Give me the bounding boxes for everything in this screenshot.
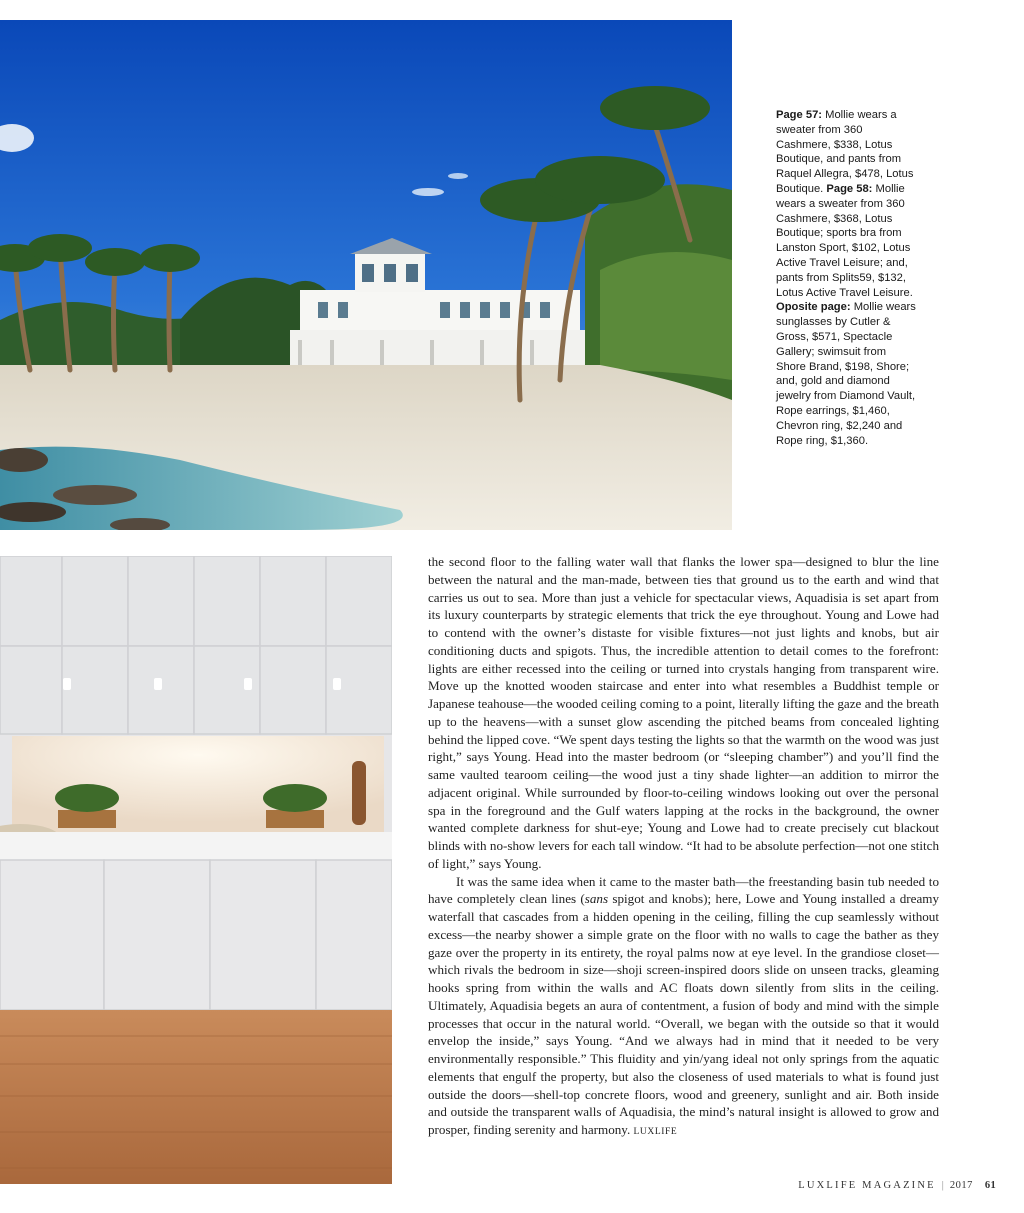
folio-separator: | — [941, 1180, 944, 1191]
article-paragraph-2-start: It was the same idea when it came to the master bath—the freestanding basin tub needed to have completely clean lines ( — [428, 873, 939, 907]
beach-house-photo — [0, 20, 732, 530]
page-folio — [798, 1180, 996, 1191]
article-italic-sans: sans — [584, 891, 609, 907]
folio-year: 2017 — [949, 1180, 973, 1191]
caption-opposite-label: Oposite page: — [776, 301, 851, 314]
caption-page58-label: Page 58: — [826, 182, 873, 195]
article-paragraph-2-rest: spigot and knobs); here, Lowe and Young installed a dreamy waterfall that cascades from a hidden opening in the ceiling, filling the cup seamlessly without excess—the nearby shower a simple grate on the floor with no walls to cage the bather as they gaze over the property in its entirety, the royal palms now at eye level. In the grandiose closet—which rivals the bedroom in size—shoji screen-inspired doors slide on unseen tracks, gleaming hooks spring from within the walls and AC floats down silently from slits in the ceiling. Ultimately, Aquadisia begets an aura of contentment, a fusion of body and mind with the simple processes that occur in the natural world. “Overall, we began with the outside so that it would envelop the inside,” says Young. “And we always had in mind that it needed to be very environmentally responsible.” This fluidity and yin/yang ideal not only springs from the aquatic elements that engulf the property, but also the closeness of used materials to what is found just outside the doors—shell-top concrete floors, wood and greenery, sunlight and air. Both inside and outside the transparent walls of Aquadisia, the mind’s natural insight is allowed to grow and prosper, finding serenity and harmony. — [428, 891, 939, 1137]
folio-magazine-name: LUXLIFE MAGAZINE — [798, 1180, 936, 1191]
caption-page57-label: Page 57: — [776, 109, 823, 121]
folio-page-number: 61 — [984, 1180, 996, 1191]
caption-page57-text: Mollie wears a sweater from 360 Cashmere, $338, Lotus Boutique, and pants from Raquel Allegra, $478, Lotus Boutique. — [776, 109, 914, 195]
article-signoff: LUXLIFE — [633, 1127, 678, 1137]
article-paragraph-1: the second floor to the falling water wall that flanks the lower spa—designed to blur the line between the natural and the man-made, between ties that ground us to the earth and wind that carries us out to sea. More than just a vehicle for spectacular views, Aquadisia is set apart from its luxury counterparts by strategic elements that trick the eye throughout. Young and Lowe had to contend with the owner’s distaste for visible fixtures—not just lights and knobs, but air conditioning ducts and spigots. Thus, the incredible attention to detail comes to the forefront: lights are either recessed into the ceiling or turned into crystals hanging from transparent wire. Move up the knotted wooden staircase and enter into what resembles a Buddhist temple or Japanese teahouse—the wooded ceiling coming to a point, literally lifting the gaze and the breath up to the heavens—with a sunset glow ascending the pitched beams from concealed lighting behind the lipped cove. “We spent days testing the lights so that the warmth on the wood was just right,” says Young. Head into the master bedroom (or “sleeping chamber”) and you’ll find the same vaulted tearoom ceiling—the wood just a tiny shade lighter—an addition to mirror the adjacent original. While surrounded by floor-to-ceiling windows looking out over the personal spa in the foreground and the Gulf waters lapping at the rocks in the background, the owner wanted complete darkness for shut-eye; Young and Lowe had to create precisely cut blackout blinds with no-show levers for each tall window. “It had to be absolute perfection—not one stitch of light,” says Young. — [428, 554, 939, 871]
article-body — [428, 553, 939, 1142]
kitchen-interior-photo — [0, 556, 392, 1184]
article-paragraph-2 — [428, 873, 939, 1142]
photo-caption — [776, 108, 916, 448]
caption-opposite-text: Mollie wears sunglasses by Cutler & Gross, $571, Spectacle Gallery; swimsuit from Shore Brand, $198, Shore; and, gold and diamond jewelry from Diamond Vault, Rope earrings, $1,460, Chevron ring, $2,240 and Rope ring, $1,360. — [776, 301, 916, 447]
caption-page58-text: Mollie wears a sweater from 360 Cashmere, $368, Lotus Boutique; sports bra from Lanston Sport, $102, Lotus Active Travel Leisure; and, pants from Splits59, $132, Lotus Active Travel Leisure. — [776, 182, 913, 299]
